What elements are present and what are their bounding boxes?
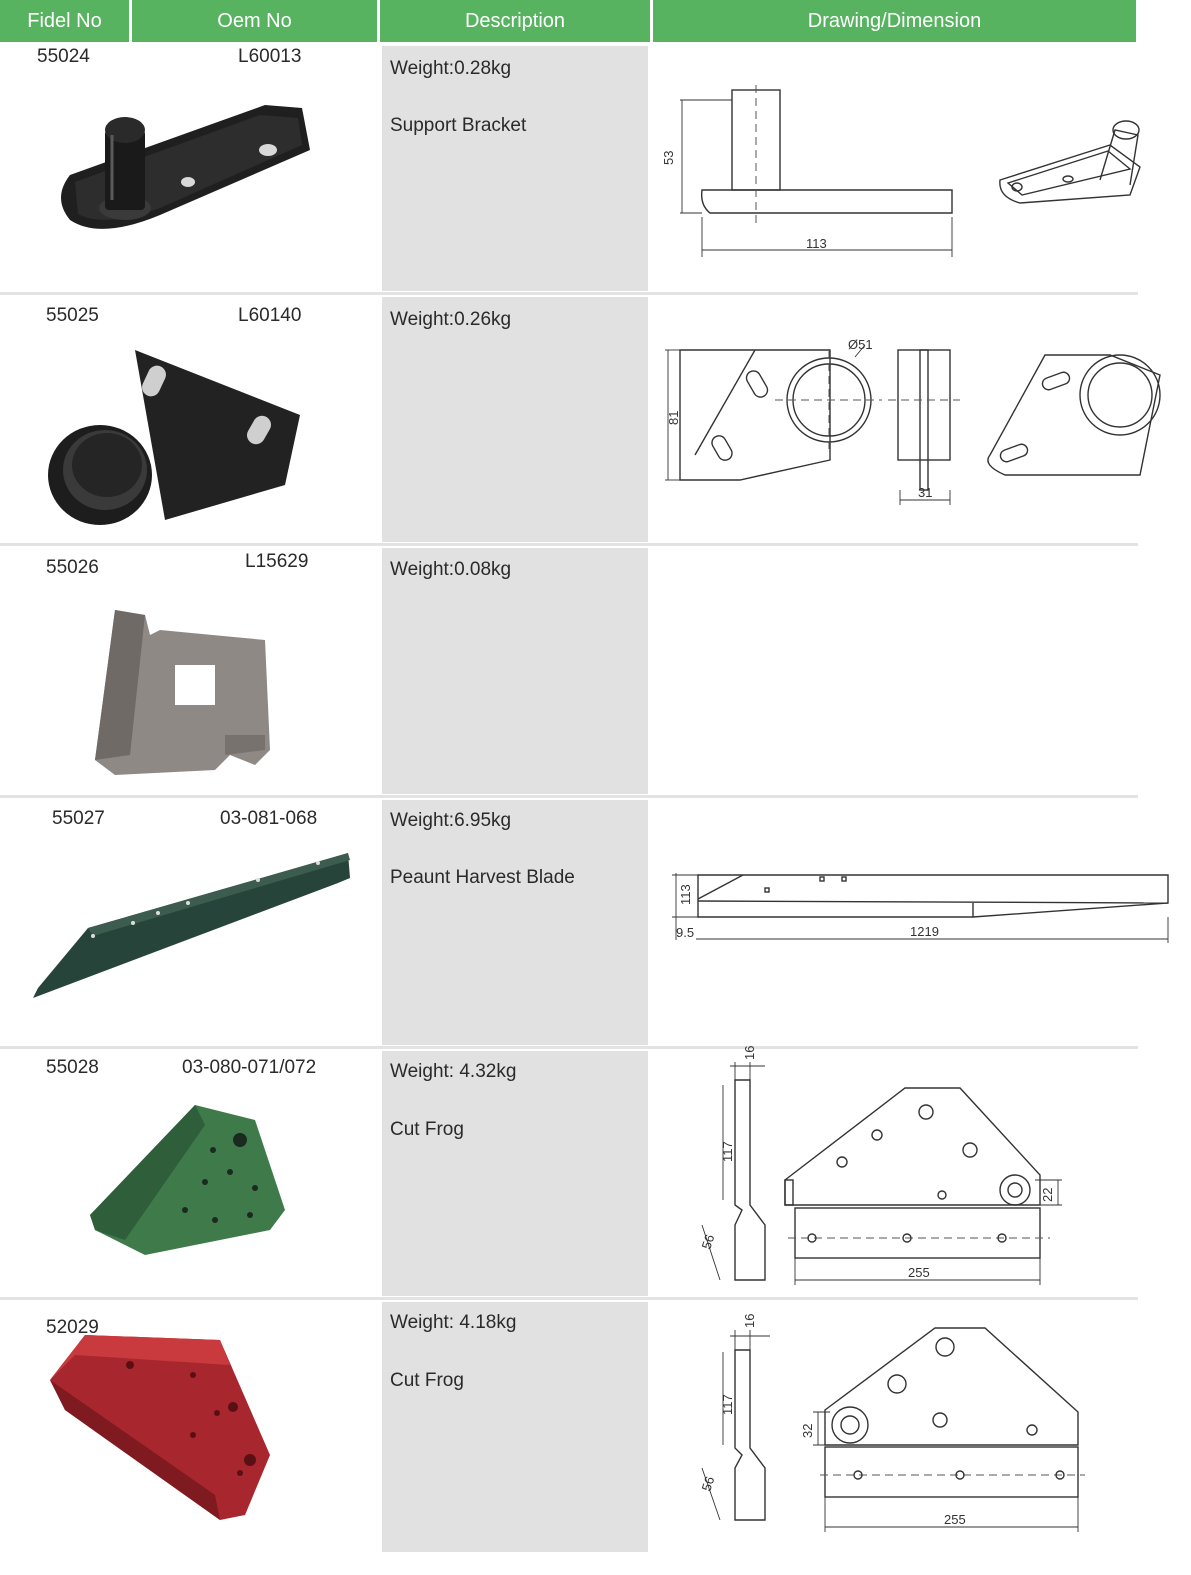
part-photo	[28, 848, 358, 1003]
fidel-no: 55024	[37, 46, 90, 67]
row-divider	[0, 795, 1138, 798]
header-oem-no: Oem No	[132, 0, 377, 42]
technical-drawing	[660, 85, 1140, 265]
dimension-label: 16	[742, 1313, 757, 1328]
dimension-label: 113	[678, 884, 693, 905]
description-cell	[382, 800, 648, 1045]
description-cell	[382, 46, 648, 291]
row-divider	[0, 292, 1138, 295]
row-divider	[0, 543, 1138, 546]
part-photo	[40, 90, 320, 250]
dimension-label: 56	[698, 1232, 718, 1251]
oem-no: 03-081-068	[220, 808, 318, 829]
dimension-label: Ø51	[848, 337, 873, 352]
fidel-no: 55025	[46, 305, 99, 326]
technical-drawing	[668, 865, 1178, 950]
part-name: Cut Frog	[390, 1119, 464, 1140]
dimension-label: 31	[918, 485, 933, 500]
weight: Weight:0.08kg	[390, 559, 512, 580]
fidel-no: 55027	[52, 808, 105, 829]
description-cell	[382, 1051, 648, 1296]
dimension-label: 117	[720, 1141, 735, 1162]
dimension-label: 255	[908, 1265, 930, 1280]
oem-no: L15629	[245, 551, 309, 572]
fidel-no: 55026	[46, 557, 99, 578]
header-drawing-dimension: Drawing/Dimension	[653, 0, 1136, 42]
dimension-label: 32	[800, 1423, 815, 1438]
dimension-label: 22	[1040, 1187, 1055, 1202]
dimension-label: 9.5	[676, 925, 695, 940]
dimension-label: 117	[720, 1394, 735, 1415]
part-photo	[45, 1335, 285, 1525]
part-photo	[45, 345, 315, 530]
part-name: Support Bracket	[390, 115, 527, 136]
description-cell	[382, 297, 648, 542]
description-cell	[382, 548, 648, 794]
dimension-label: 1219	[910, 924, 939, 939]
weight: Weight: 4.18kg	[390, 1312, 517, 1333]
dimension-label: 255	[944, 1512, 966, 1527]
part-photo	[75, 605, 285, 780]
part-name: Peaunt Harvest Blade	[390, 867, 575, 888]
fidel-no: 52029	[46, 1317, 99, 1338]
row-divider	[0, 1297, 1138, 1300]
header-fidel-no: Fidel No	[0, 0, 129, 42]
weight: Weight:0.26kg	[390, 309, 512, 330]
technical-drawing	[690, 1045, 1070, 1285]
oem-no: L60140	[238, 305, 302, 326]
technical-drawing	[690, 1313, 1090, 1535]
oem-no: 03-080-071/072	[182, 1057, 317, 1078]
dimension-label: 16	[742, 1045, 757, 1060]
weight: Weight:0.28kg	[390, 58, 512, 79]
weight: Weight: 4.32kg	[390, 1061, 517, 1082]
dimension-label: 53	[661, 150, 676, 165]
weight: Weight:6.95kg	[390, 810, 512, 831]
dimension-label: 81	[666, 410, 681, 425]
technical-drawing	[660, 335, 1160, 505]
header-description: Description	[380, 0, 650, 42]
oem-no: L60013	[238, 46, 302, 67]
part-name: Cut Frog	[390, 1370, 464, 1391]
part-photo	[85, 1100, 290, 1260]
fidel-no: 55028	[46, 1057, 99, 1078]
description-cell	[382, 1302, 648, 1552]
row-divider	[0, 1046, 1138, 1049]
dimension-label: 113	[806, 236, 827, 251]
dimension-label: 56	[698, 1474, 718, 1493]
